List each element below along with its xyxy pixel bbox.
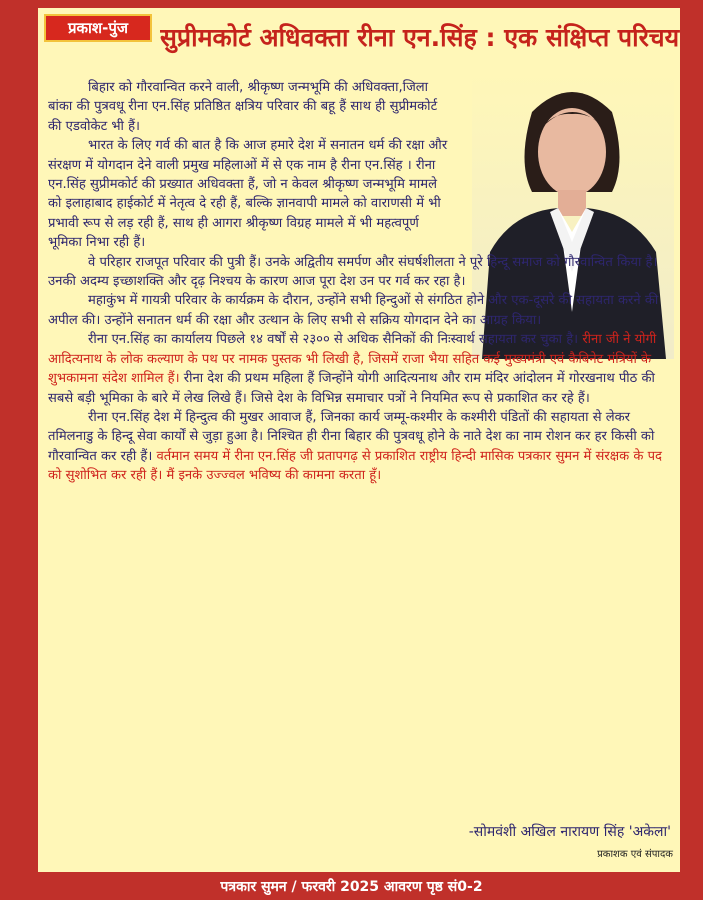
page-footer: पत्रकार सुमन / फरवरी 2025 आवरण पृष्ठ सं0-2	[220, 878, 483, 895]
paragraph-5-intro: रीना एन.सिंह का कार्यालय पिछले १४ वर्षों से २३०० से अधिक सैनिकों की निःस्वार्थ सहायता कर चुका है।	[88, 332, 579, 348]
paragraph-5-rest: रीना देश की प्रथम महिला हैं जिन्होंने योगी आदित्यनाथ और राम मंदिर आंदोलन में गोरखनाथ पीठ की सबसे बड़ी भूमिका के बारे में लेख लिखे हैं। जिसे देश के विभिन्न समाचार पत्रों ने नियमित रूप से प्रकाशित कर रहे हैं।	[48, 371, 655, 406]
article-body	[48, 78, 674, 486]
paragraph-4: महाकुंभ में गायत्री परिवार के कार्यक्रम के दौरान, उन्होंने सभी हिन्दुओं से संगठित होने और एक-दूसरे की सहायता करने की अपील की। उन्होंने सनातन धर्म की रक्षा और उत्थान के लिए सभी से सक्रिय योगदान देने का आग्रह किया।	[48, 293, 659, 328]
paragraph-5	[48, 330, 674, 408]
page-title: सुप्रीमकोर्ट अधिवक्ता रीना एन.सिंह : एक संक्षिप्त परिचय	[160, 23, 680, 52]
section-badge: प्रकाश-पुंज	[44, 14, 152, 42]
paragraph-6-highlight: वर्तमान समय में रीना एन.सिंह जी प्रतापगढ़ से प्रकाशित राष्ट्रीय हिन्दी मासिक पत्रकार सुमन में संरक्षक के पद को सुशोभित कर रही हैं। मैं इनके उज्ज्वल भविष्य की कामना करता हूँ।	[48, 448, 662, 484]
author-signature: -सोमवंशी अखिल नारायण सिंह 'अकेला'	[468, 824, 671, 840]
paragraph-3: वे परिहार राजपूत परिवार की पुत्री हैं। उनके अद्वितीय समर्पण और संघर्षशीलता ने पूरे हिन्दू समाज को गौरवान्वित किया है। उनकी अदम्य इच्छाशक्ति और दृढ़ निश्चय के कारण आज पूरा देश उन पर गर्व कर रहा है।	[48, 254, 658, 290]
paragraph-2: भारत के लिए गर्व की बात है कि आज हमारे देश में सनातन धर्म की रक्षा और संरक्षण में योगदान देने वाली प्रमुख महिलाओं में से एक नाम है रीना एन.सिंह । रीना एन.सिंह सुप्रीमकोर्ट की प्रख्यात अधिवक्ता हैं, जो न केवल श्रीकृष्ण जन्मभूमि मामले को इलाहाबाद हाईकोर्ट में नेतृत्व दे रही हैं, बल्कि ज्ञानवापी मामले को वाराणसी में भी प्रभावी रूप से लड़ रही हैं, साथ ही आगरा श्रीकृष्ण विग्रह मामले में भी महत्वपूर्ण भूमिका निभा रही हैं।	[48, 138, 448, 251]
author-role: प्रकाशक एवं संपादक	[597, 849, 673, 860]
paragraph-1: बिहार को गौरवान्वित करने वाली, श्रीकृष्ण जन्मभूमि की अधिवक्ता,जिला बांका की पुत्रवधू रीना एन.सिंह प्रतिष्ठित क्षत्रिय परिवार की बहू हैं साथ ही सुप्रीमकोर्ट की एडवोकेट भी हैं।	[48, 80, 438, 134]
paragraph-6	[48, 408, 674, 486]
paragraph-6-intro: रीना एन.सिंह देश में हिन्दुत्व की मुखर आवाज हैं, जिनका कार्य जम्मू-कश्मीर के कश्मीरी पंडितों की सहायता से लेकर तमिलनाडु के हिन्दू सेवा कार्यों से जुड़ा हुआ है। निश्चित ही रीना बिहार की पुत्रवधू होने के नाते देश का नाम रोशन कर हर किसी को गौरवान्वित कर रही हैं।	[48, 409, 655, 464]
paragraph-5-highlight: रीना जी ने योगी आदित्यनाथ के लोक कल्याण के पथ पर नामक पुस्तक भी लिखी है, जिसमें राजा भैया सहित कई मुख्यमंत्री एवं कैबिनेट मंत्रियों के शुभकामना संदेश शामिल हैं।	[48, 332, 657, 387]
